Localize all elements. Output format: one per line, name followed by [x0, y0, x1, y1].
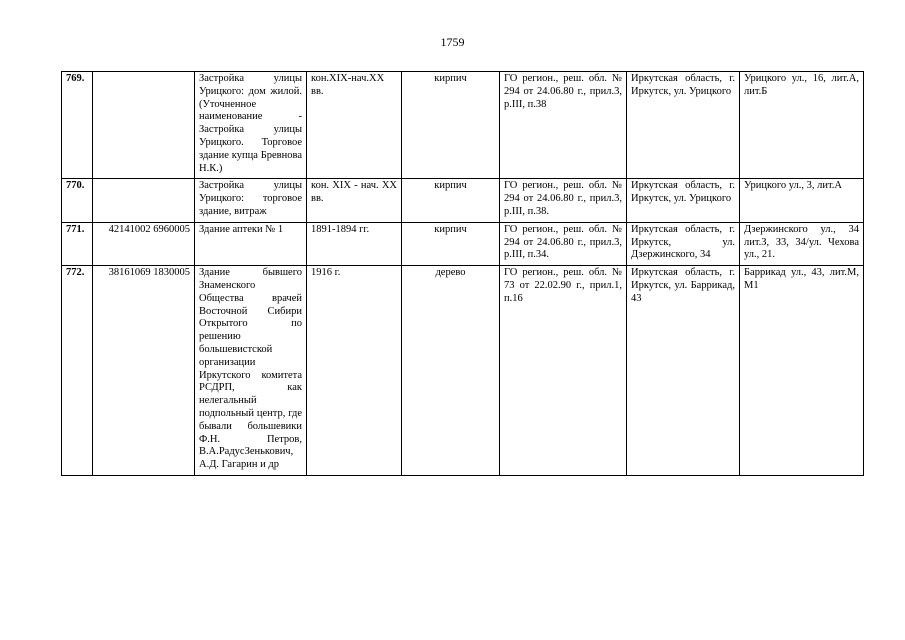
table-row [62, 72, 864, 179]
object-material: кирпич [402, 179, 500, 222]
object-address: Урицкого ул., 16, лит.А, лит.Б [740, 72, 864, 179]
protection-document: ГО регион., реш. обл. № 294 от 24.06.80 г., прил.3, р.III, п.38 [500, 72, 627, 179]
object-material: кирпич [402, 222, 500, 265]
object-address: Дзержинского ул., 34 лит.З, З3, 34/ул. Чехова ул., 21. [740, 222, 864, 265]
table-row [62, 222, 864, 265]
object-date: кон. XIX - нач. XX вв. [307, 179, 402, 222]
table-row [62, 266, 864, 476]
object-material: дерево [402, 266, 500, 476]
registry-code [93, 179, 195, 222]
protection-document: ГО регион., реш. обл. № 294 от 24.06.80 г., прил.3, р.III, п.34. [500, 222, 627, 265]
row-number: 771. [62, 222, 93, 265]
object-address: Баррикад ул., 43, лит.М, М1 [740, 266, 864, 476]
object-material: кирпич [402, 72, 500, 179]
object-date: 1891-1894 гг. [307, 222, 402, 265]
page-number: 1759 [440, 35, 465, 49]
object-name: Здание бывшего Знаменского Общества врачей Восточной Сибири Открытого по решению большевистской организации Иркутского комитета РСДРП, как нелегальный подпольный центр, где бывали большевики Ф.Н. Петров, В.А.РадусЗенькович, А.Д. Гагарин и др [195, 266, 307, 476]
table-body [62, 72, 864, 476]
object-date: 1916 г. [307, 266, 402, 476]
object-name: Застройка улицы Урицкого: торговое здание, витраж [195, 179, 307, 222]
object-name: Застройка улицы Урицкого: дом жилой.(Уточненное наименование - Застройка улицы Урицкого. Торговое здание купца Бревнова Н.К.) [195, 72, 307, 179]
registry-code: 42141002 6960005 [93, 222, 195, 265]
object-region: Иркутская область, г. Иркутск, ул. Дзержинского, 34 [627, 222, 740, 265]
object-region: Иркутская область, г. Иркутск, ул. Урицкого [627, 72, 740, 179]
object-name: Здание аптеки № 1 [195, 222, 307, 265]
row-number: 769. [62, 72, 93, 179]
protection-document: ГО регион., реш. обл. № 73 от 22.02.90 г., прил.1, п.16 [500, 266, 627, 476]
object-region: Иркутская область, г. Иркутск, ул. Баррикад, 43 [627, 266, 740, 476]
row-number: 770. [62, 179, 93, 222]
registry-code: 38161069 1830005 [93, 266, 195, 476]
table-row [62, 179, 864, 222]
object-region: Иркутская область, г. Иркутск, ул. Урицкого [627, 179, 740, 222]
registry-code [93, 72, 195, 179]
object-date: кон.XIX-нач.XX вв. [307, 72, 402, 179]
row-number: 772. [62, 266, 93, 476]
protection-document: ГО регион., реш. обл. № 294 от 24.06.80 г., прил.3, р.III, п.38. [500, 179, 627, 222]
object-address: Урицкого ул., 3, лит.А [740, 179, 864, 222]
monuments-registry-table [61, 71, 864, 476]
